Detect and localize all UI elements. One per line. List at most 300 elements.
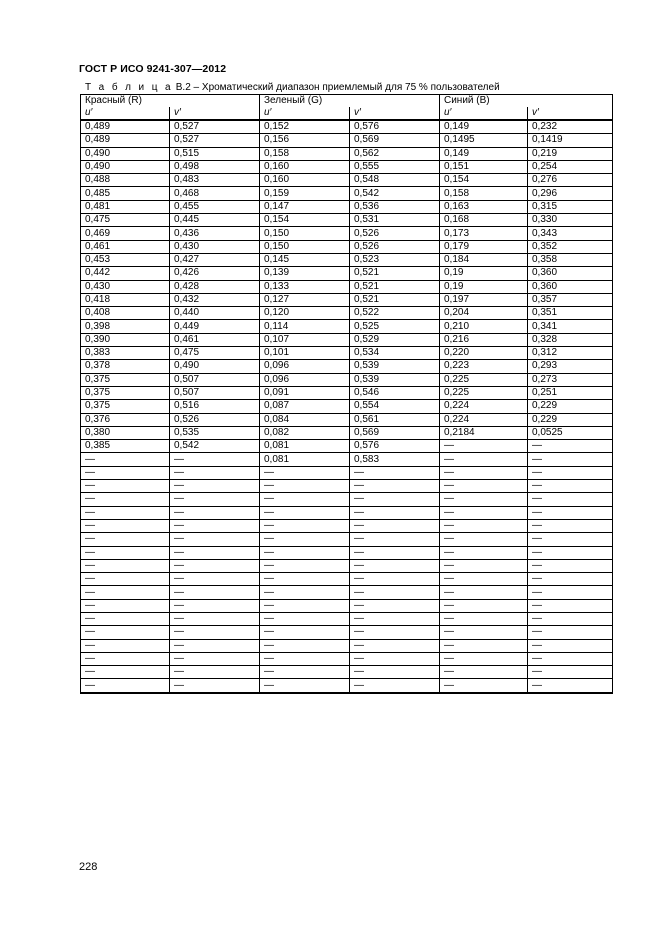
cell-red-v: — xyxy=(170,573,260,586)
cell-blue-v: 0,358 xyxy=(528,253,613,266)
cell-green-v: 0,569 xyxy=(350,134,440,147)
cell-red-v: — xyxy=(170,533,260,546)
table-caption xyxy=(85,82,500,93)
cell-red-u: — xyxy=(81,652,170,665)
cell-blue-v: — xyxy=(528,519,613,532)
cell-red-u: 0,383 xyxy=(81,347,170,360)
document-header: ГОСТ Р ИСО 9241-307—2012 xyxy=(79,63,227,75)
cell-blue-v: — xyxy=(528,586,613,599)
cell-red-v: 0,468 xyxy=(170,187,260,200)
cell-blue-u: — xyxy=(440,493,528,506)
cell-green-u: — xyxy=(260,652,350,665)
cell-blue-v: — xyxy=(528,599,613,612)
cell-red-v: 0,490 xyxy=(170,360,260,373)
cell-blue-v: — xyxy=(528,466,613,479)
cell-red-u: 0,490 xyxy=(81,147,170,160)
cell-red-u: 0,375 xyxy=(81,400,170,413)
table-row xyxy=(81,160,613,173)
cell-green-v: — xyxy=(350,612,440,625)
cell-red-u: — xyxy=(81,506,170,519)
cell-green-u: — xyxy=(260,666,350,679)
cell-blue-u: 0,158 xyxy=(440,187,528,200)
table-row xyxy=(81,347,613,360)
cell-red-u: 0,390 xyxy=(81,333,170,346)
table-row xyxy=(81,214,613,227)
table-row xyxy=(81,506,613,519)
cell-green-u: 0,120 xyxy=(260,307,350,320)
table-row xyxy=(81,307,613,320)
cell-green-v: 0,539 xyxy=(350,360,440,373)
cell-green-v: 0,521 xyxy=(350,267,440,280)
cell-green-v: 0,536 xyxy=(350,200,440,213)
cell-green-u: 0,152 xyxy=(260,120,350,134)
cell-red-u: 0,485 xyxy=(81,187,170,200)
cell-green-v: — xyxy=(350,599,440,612)
cell-blue-u: — xyxy=(440,639,528,652)
table-row xyxy=(81,174,613,187)
table-row xyxy=(81,440,613,453)
cell-blue-u: 0,151 xyxy=(440,160,528,173)
cell-red-v: 0,428 xyxy=(170,280,260,293)
cell-blue-v: 0,343 xyxy=(528,227,613,240)
table-row xyxy=(81,293,613,306)
cell-red-u: 0,461 xyxy=(81,240,170,253)
cell-blue-u: 0,149 xyxy=(440,120,528,134)
table-row xyxy=(81,240,613,253)
cell-blue-u: — xyxy=(440,666,528,679)
table-row xyxy=(81,253,613,266)
table-row xyxy=(81,652,613,665)
cell-red-u: 0,475 xyxy=(81,214,170,227)
table-row xyxy=(81,666,613,679)
cell-green-u: 0,114 xyxy=(260,320,350,333)
cell-blue-v: 0,312 xyxy=(528,347,613,360)
cell-red-v: 0,542 xyxy=(170,440,260,453)
cell-red-v: 0,440 xyxy=(170,307,260,320)
table-row xyxy=(81,612,613,625)
cell-green-u: — xyxy=(260,466,350,479)
cell-green-v: 0,539 xyxy=(350,373,440,386)
table-row xyxy=(81,679,613,693)
group-header-green: Зеленый (G) xyxy=(260,95,440,108)
cell-red-u: — xyxy=(81,466,170,479)
cell-blue-v: 0,360 xyxy=(528,267,613,280)
cell-blue-u: — xyxy=(440,612,528,625)
cell-red-u: — xyxy=(81,599,170,612)
cell-red-v: 0,430 xyxy=(170,240,260,253)
cell-red-v: — xyxy=(170,612,260,625)
cell-blue-u: — xyxy=(440,519,528,532)
cell-red-u: 0,378 xyxy=(81,360,170,373)
table-row xyxy=(81,373,613,386)
cell-green-u: 0,096 xyxy=(260,373,350,386)
cell-green-u: — xyxy=(260,599,350,612)
cell-green-u: 0,084 xyxy=(260,413,350,426)
cell-green-u: — xyxy=(260,519,350,532)
cell-blue-v: 0,219 xyxy=(528,147,613,160)
cell-blue-v: 0,296 xyxy=(528,187,613,200)
cell-blue-v: 0,1419 xyxy=(528,134,613,147)
table-row xyxy=(81,200,613,213)
cell-red-u: — xyxy=(81,480,170,493)
cell-green-v: 0,546 xyxy=(350,386,440,399)
cell-blue-v: — xyxy=(528,652,613,665)
cell-green-u: 0,147 xyxy=(260,200,350,213)
cell-green-v: 0,555 xyxy=(350,160,440,173)
cell-red-v: 0,475 xyxy=(170,347,260,360)
cell-red-u: 0,408 xyxy=(81,307,170,320)
cell-green-u: — xyxy=(260,493,350,506)
cell-green-u: 0,160 xyxy=(260,174,350,187)
cell-green-v: 0,526 xyxy=(350,240,440,253)
cell-green-v: — xyxy=(350,519,440,532)
cell-blue-u: — xyxy=(440,573,528,586)
cell-blue-v: 0,0525 xyxy=(528,426,613,439)
cell-red-u: — xyxy=(81,666,170,679)
cell-green-u: 0,133 xyxy=(260,280,350,293)
cell-blue-u: — xyxy=(440,652,528,665)
cell-blue-u: — xyxy=(440,559,528,572)
cell-green-v: 0,521 xyxy=(350,280,440,293)
cell-green-u: — xyxy=(260,559,350,572)
cell-green-u: — xyxy=(260,573,350,586)
cell-green-v: — xyxy=(350,480,440,493)
cell-green-u: — xyxy=(260,546,350,559)
cell-blue-v: 0,357 xyxy=(528,293,613,306)
cell-green-u: — xyxy=(260,480,350,493)
cell-blue-u: 0,19 xyxy=(440,267,528,280)
table-row xyxy=(81,493,613,506)
cell-blue-u: 0,168 xyxy=(440,214,528,227)
cell-blue-u: — xyxy=(440,546,528,559)
cell-green-v: 0,583 xyxy=(350,453,440,466)
cell-blue-u: 0,197 xyxy=(440,293,528,306)
cell-red-v: — xyxy=(170,639,260,652)
cell-red-v: 0,449 xyxy=(170,320,260,333)
cell-blue-u: — xyxy=(440,599,528,612)
table-row xyxy=(81,227,613,240)
cell-red-v: 0,507 xyxy=(170,373,260,386)
group-header-blue: Синий (B) xyxy=(440,95,613,108)
cell-blue-v: — xyxy=(528,666,613,679)
cell-blue-u: 0,154 xyxy=(440,174,528,187)
table-row xyxy=(81,599,613,612)
cell-red-v: 0,461 xyxy=(170,333,260,346)
cell-red-v: — xyxy=(170,586,260,599)
cell-red-u: — xyxy=(81,519,170,532)
cell-red-u: 0,380 xyxy=(81,426,170,439)
cell-red-u: 0,488 xyxy=(81,174,170,187)
table-row xyxy=(81,280,613,293)
group-header-red: Красный (R) xyxy=(81,95,260,108)
cell-blue-u: 0,210 xyxy=(440,320,528,333)
cell-red-u: 0,376 xyxy=(81,413,170,426)
cell-blue-v: — xyxy=(528,573,613,586)
cell-red-u: 0,453 xyxy=(81,253,170,266)
cell-blue-u: — xyxy=(440,453,528,466)
cell-blue-u: 0,19 xyxy=(440,280,528,293)
table-row xyxy=(81,466,613,479)
cell-green-u: 0,081 xyxy=(260,453,350,466)
cell-green-u: — xyxy=(260,639,350,652)
cell-blue-v: 0,276 xyxy=(528,174,613,187)
table-caption-prefix: Т а б л и ц а xyxy=(85,82,173,93)
cell-green-v: — xyxy=(350,586,440,599)
cell-green-v: — xyxy=(350,559,440,572)
cell-blue-v: — xyxy=(528,493,613,506)
cell-blue-v: 0,315 xyxy=(528,200,613,213)
chromaticity-table xyxy=(80,94,613,694)
cell-green-v: 0,576 xyxy=(350,440,440,453)
table-row xyxy=(81,333,613,346)
subheader-green-u: u′ xyxy=(260,107,350,120)
table-row xyxy=(81,586,613,599)
cell-green-u: — xyxy=(260,626,350,639)
cell-blue-u: — xyxy=(440,626,528,639)
cell-green-u: — xyxy=(260,612,350,625)
cell-green-v: 0,562 xyxy=(350,147,440,160)
cell-blue-v: — xyxy=(528,559,613,572)
cell-green-u: 0,156 xyxy=(260,134,350,147)
cell-red-u: — xyxy=(81,612,170,625)
cell-green-v: — xyxy=(350,493,440,506)
cell-blue-u: — xyxy=(440,679,528,693)
cell-blue-u: 0,220 xyxy=(440,347,528,360)
cell-red-u: — xyxy=(81,573,170,586)
table-row xyxy=(81,426,613,439)
cell-green-v: — xyxy=(350,626,440,639)
cell-blue-v: 0,232 xyxy=(528,120,613,134)
cell-green-u: 0,150 xyxy=(260,240,350,253)
cell-red-u: 0,418 xyxy=(81,293,170,306)
cell-green-v: — xyxy=(350,466,440,479)
cell-red-v: — xyxy=(170,466,260,479)
cell-green-u: 0,096 xyxy=(260,360,350,373)
cell-blue-u: 0,1495 xyxy=(440,134,528,147)
table-row xyxy=(81,120,613,134)
cell-blue-u: — xyxy=(440,506,528,519)
cell-blue-v: 0,360 xyxy=(528,280,613,293)
cell-red-v: 0,507 xyxy=(170,386,260,399)
cell-red-u: 0,430 xyxy=(81,280,170,293)
cell-blue-u: 0,204 xyxy=(440,307,528,320)
cell-red-v: 0,483 xyxy=(170,174,260,187)
cell-red-u: — xyxy=(81,586,170,599)
table-row xyxy=(81,386,613,399)
cell-green-u: 0,160 xyxy=(260,160,350,173)
cell-green-v: — xyxy=(350,546,440,559)
table-row xyxy=(81,519,613,532)
cell-blue-v: — xyxy=(528,506,613,519)
cell-red-v: — xyxy=(170,679,260,693)
cell-red-v: — xyxy=(170,626,260,639)
cell-blue-u: 0,224 xyxy=(440,400,528,413)
cell-green-u: 0,145 xyxy=(260,253,350,266)
cell-blue-v: 0,352 xyxy=(528,240,613,253)
cell-red-v: — xyxy=(170,453,260,466)
cell-blue-v: — xyxy=(528,546,613,559)
subheader-red-v: v′ xyxy=(170,107,260,120)
cell-green-u: 0,158 xyxy=(260,147,350,160)
page-number: 228 xyxy=(79,861,98,873)
cell-blue-v: — xyxy=(528,626,613,639)
table-row xyxy=(81,134,613,147)
cell-red-u: 0,375 xyxy=(81,386,170,399)
cell-red-v: 0,527 xyxy=(170,120,260,134)
subheader-blue-u: u′ xyxy=(440,107,528,120)
cell-red-v: 0,436 xyxy=(170,227,260,240)
table-row xyxy=(81,147,613,160)
cell-red-u: 0,489 xyxy=(81,120,170,134)
cell-green-v: — xyxy=(350,533,440,546)
cell-green-u: 0,081 xyxy=(260,440,350,453)
cell-green-v: 0,569 xyxy=(350,426,440,439)
cell-red-u: — xyxy=(81,639,170,652)
cell-blue-u: — xyxy=(440,480,528,493)
cell-blue-u: 0,184 xyxy=(440,253,528,266)
cell-blue-u: — xyxy=(440,586,528,599)
cell-green-v: — xyxy=(350,666,440,679)
cell-red-v: — xyxy=(170,506,260,519)
cell-red-u: — xyxy=(81,626,170,639)
cell-red-u: — xyxy=(81,559,170,572)
cell-blue-v: — xyxy=(528,612,613,625)
cell-blue-u: 0,163 xyxy=(440,200,528,213)
cell-blue-u: 0,225 xyxy=(440,373,528,386)
cell-green-v: 0,522 xyxy=(350,307,440,320)
cell-red-v: 0,515 xyxy=(170,147,260,160)
cell-red-u: — xyxy=(81,533,170,546)
cell-red-v: 0,526 xyxy=(170,413,260,426)
cell-green-u: 0,150 xyxy=(260,227,350,240)
cell-red-v: 0,432 xyxy=(170,293,260,306)
cell-red-v: 0,445 xyxy=(170,214,260,227)
table-row xyxy=(81,453,613,466)
cell-blue-u: — xyxy=(440,533,528,546)
cell-red-v: 0,426 xyxy=(170,267,260,280)
cell-red-v: 0,516 xyxy=(170,400,260,413)
cell-blue-v: — xyxy=(528,453,613,466)
cell-green-u: 0,159 xyxy=(260,187,350,200)
cell-green-v: 0,525 xyxy=(350,320,440,333)
cell-green-v: 0,531 xyxy=(350,214,440,227)
cell-blue-u: 0,216 xyxy=(440,333,528,346)
cell-red-u: 0,385 xyxy=(81,440,170,453)
cell-blue-u: — xyxy=(440,466,528,479)
cell-blue-v: 0,330 xyxy=(528,214,613,227)
cell-red-v: 0,455 xyxy=(170,200,260,213)
cell-blue-v: — xyxy=(528,679,613,693)
cell-red-v: — xyxy=(170,559,260,572)
cell-red-v: — xyxy=(170,480,260,493)
table-row xyxy=(81,573,613,586)
table-row xyxy=(81,267,613,280)
cell-red-u: 0,398 xyxy=(81,320,170,333)
cell-green-v: 0,561 xyxy=(350,413,440,426)
cell-green-v: 0,523 xyxy=(350,253,440,266)
cell-red-u: — xyxy=(81,453,170,466)
cell-red-u: — xyxy=(81,546,170,559)
table-row xyxy=(81,533,613,546)
table-row xyxy=(81,480,613,493)
cell-green-v: 0,526 xyxy=(350,227,440,240)
cell-red-v: — xyxy=(170,493,260,506)
table-row xyxy=(81,187,613,200)
cell-red-u: 0,489 xyxy=(81,134,170,147)
cell-green-v: 0,576 xyxy=(350,120,440,134)
cell-green-u: 0,107 xyxy=(260,333,350,346)
cell-blue-u: — xyxy=(440,440,528,453)
cell-green-u: — xyxy=(260,586,350,599)
cell-red-v: 0,535 xyxy=(170,426,260,439)
table-row xyxy=(81,400,613,413)
cell-red-v: — xyxy=(170,599,260,612)
cell-blue-v: 0,341 xyxy=(528,320,613,333)
table-row xyxy=(81,360,613,373)
cell-green-v: 0,554 xyxy=(350,400,440,413)
cell-blue-u: 0,149 xyxy=(440,147,528,160)
cell-blue-v: 0,254 xyxy=(528,160,613,173)
cell-blue-v: 0,229 xyxy=(528,413,613,426)
cell-blue-v: 0,293 xyxy=(528,360,613,373)
table-row xyxy=(81,559,613,572)
cell-green-v: 0,548 xyxy=(350,174,440,187)
table-caption-text: В.2 – Хроматический диапазон приемлемый для 75 % пользователей xyxy=(175,82,500,93)
cell-blue-u: 0,223 xyxy=(440,360,528,373)
cell-red-v: — xyxy=(170,652,260,665)
cell-green-u: 0,154 xyxy=(260,214,350,227)
cell-green-v: 0,542 xyxy=(350,187,440,200)
cell-green-u: 0,127 xyxy=(260,293,350,306)
cell-green-u: — xyxy=(260,506,350,519)
cell-blue-v: — xyxy=(528,480,613,493)
cell-blue-v: 0,251 xyxy=(528,386,613,399)
cell-blue-u: 0,224 xyxy=(440,413,528,426)
table-row xyxy=(81,546,613,559)
cell-green-v: — xyxy=(350,639,440,652)
table-row xyxy=(81,320,613,333)
cell-green-u: 0,139 xyxy=(260,267,350,280)
cell-red-v: — xyxy=(170,546,260,559)
cell-blue-v: 0,229 xyxy=(528,400,613,413)
cell-blue-v: — xyxy=(528,533,613,546)
cell-red-u: 0,481 xyxy=(81,200,170,213)
cell-blue-v: — xyxy=(528,639,613,652)
cell-red-v: — xyxy=(170,666,260,679)
cell-blue-u: 0,173 xyxy=(440,227,528,240)
cell-green-v: — xyxy=(350,652,440,665)
cell-blue-u: 0,179 xyxy=(440,240,528,253)
group-header-row xyxy=(81,95,613,108)
cell-red-v: 0,498 xyxy=(170,160,260,173)
cell-blue-v: 0,273 xyxy=(528,373,613,386)
cell-blue-u: 0,2184 xyxy=(440,426,528,439)
table-row xyxy=(81,639,613,652)
cell-green-v: 0,529 xyxy=(350,333,440,346)
table-row xyxy=(81,413,613,426)
cell-blue-v: 0,328 xyxy=(528,333,613,346)
subheader-red-u: u′ xyxy=(81,107,170,120)
cell-green-u: 0,091 xyxy=(260,386,350,399)
subheader-blue-v: v′ xyxy=(528,107,613,120)
cell-red-u: 0,469 xyxy=(81,227,170,240)
cell-red-v: 0,427 xyxy=(170,253,260,266)
cell-red-v: 0,527 xyxy=(170,134,260,147)
cell-green-u: 0,082 xyxy=(260,426,350,439)
cell-blue-v: 0,351 xyxy=(528,307,613,320)
cell-red-u: — xyxy=(81,679,170,693)
cell-green-v: — xyxy=(350,573,440,586)
